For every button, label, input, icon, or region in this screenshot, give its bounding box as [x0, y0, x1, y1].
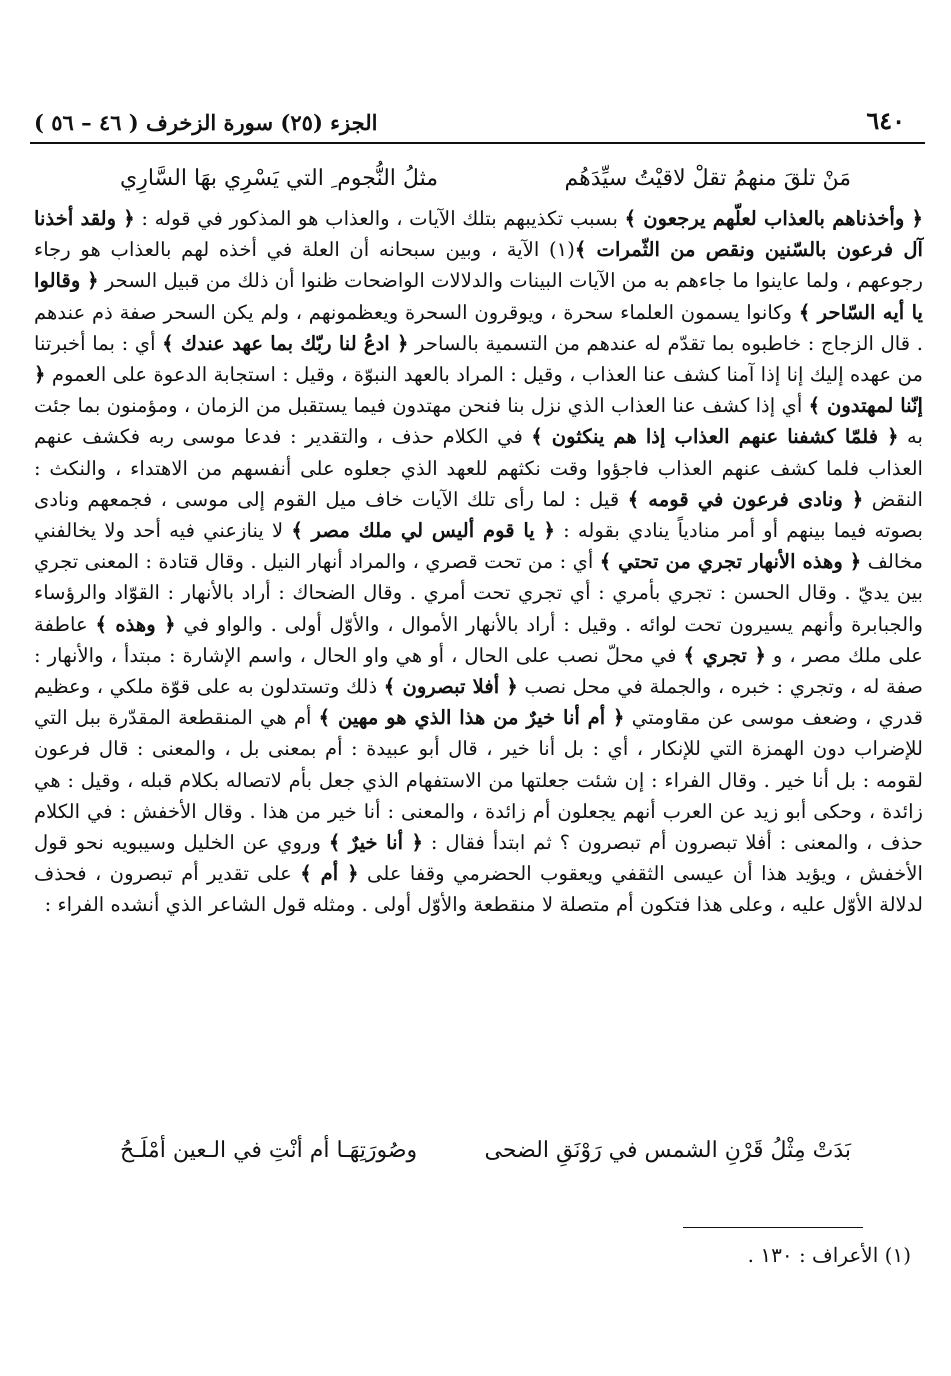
commentary-text: لا ينازعني فيه أحد ولا يخالفني مخالف: [34, 519, 923, 574]
commentary-text: بسبب تكذيبهم بتلك الآيات ، والعذاب هو المذكور في قوله :: [134, 207, 625, 230]
quran-quote: ﴿ أم أنا خيرٌ من هذا الذي هو مهين ﴾: [318, 706, 625, 730]
commentary-text: قيل : لما رأى تلك الآيات خاف ميل القوم إلى موسى ، فجمعهم ونادى بصوته فيما بينهم أو أمر منادياً ينادي بقوله :: [34, 487, 923, 543]
quran-quote: ﴿ وهذه الأنهار تجري من تحتي ﴾: [599, 550, 862, 574]
quran-quote: ﴿ وهذه ﴾: [95, 612, 176, 636]
commentary-text: في الكلام حذف ، والتقدير : فدعا موسى ربه فكشف عنهم العذاب فلما كشف عنهم العذاب فاجؤوا وقت نكثهم للعهد الذي جعلوه على أنفسهم من الاهتداء ، والنكث : النقض: [34, 425, 923, 511]
quran-quote: ﴿ وأخذناهم بالعذاب لعلّهم يرجعون ﴾: [624, 207, 923, 230]
commentary-text: (١) الآية ، وبين سبحانه أن العلة في أخذه لهم بالعذاب هو رجاء رجوعهم ، ولما عاينوا ما جاءهم به من الآيات البينات والدلالات الواضحات ظنوا أن ذلك من قبيل السحر: [34, 238, 923, 293]
quran-quote: ﴿ ادعُ لنا ربّك بما عهد عندك ﴾: [162, 331, 409, 355]
commentary-body: [34, 203, 923, 921]
poetry-verse-bottom: [120, 1134, 851, 1168]
quran-quote: ﴿ وقالوا يا أيه السّاحر ﴾: [34, 269, 923, 324]
running-head: الجزء (٢٥) سورة الزخرف ( ٤٦ – ٥٦ ): [34, 110, 378, 135]
commentary-text: ذلك وتستدلون به على قوّة ملكي ، وعظيم قدري ، وضعف موسى عن مقاومتي: [34, 675, 923, 730]
quran-quote: ﴿ ونادى فرعون في قومه ﴾: [627, 487, 864, 511]
quran-quote: ﴿ أنا خيرٌ ﴾: [328, 831, 424, 855]
page-header: [34, 95, 911, 135]
commentary-text: عاطفة على ملك مصر ، و: [34, 612, 923, 667]
page-number: ٦٤٠: [866, 106, 905, 135]
commentary-text: وكانوا يسمون العلماء سحرة ، ويوقرون السحرة ويعظمونهم ، ولم يكن السحر صفة ذم عندهم . قال الزجاج : خاطبوه بما تقدّم له عندهم من التسمية بالساحر: [34, 300, 923, 355]
quran-quote: ﴿ أم ﴾: [300, 862, 359, 886]
commentary-paragraph: [34, 203, 923, 921]
commentary-text: وروي عن الخليل وسيبويه نحو قول الأخفش ، ويؤيد هذا أن عيسى الثقفي ويعقوب الحضرمي وقفا على: [34, 831, 924, 886]
commentary-text: أي إذا كشف عنا العذاب الذي نزل بنا فنحن مهتدون فيما يستقبل من الزمان ، ومؤمنون بما جئت به: [34, 394, 924, 449]
commentary-text: في محلّ نصب على الحال ، أو هي واو الحال ، واسم الإشارة : مبتدأ ، والأنهار : صفة له ، وتجري : خبره ، والجملة في محل نصب: [34, 643, 924, 699]
verse-hemistich-right: مَنْ تلقَ منهمُ تقلْ لاقيْتُ سيِّدَهُم: [564, 166, 851, 191]
poetry-verse-top: [120, 162, 851, 196]
commentary-text: أم هي المنقطعة المقدّرة ببل التي للإضراب دون الهمزة التي للإنكار ، أي : بل أنا خير ، قال أبو عبيدة : أم بمعنى بل ، والمعنى : قال فرعون لقومه : بل أنا خير . وقال الفراء : إن شئت جعلتها من الاستفهام الذي جعل بأم لاتصاله بكلام قبله ، وقيل : هي زائدة ، وحكى أبو زيد عن العرب أنهم يجعلون أم زائدة ، والمعنى : أنا خير من هذا . وقال الأخفش : في الكلام حذف ، والمعنى : أفلا تبصرون أم تبصرون ؟ ثم ابتدأ فقال :: [34, 706, 924, 855]
commentary-text: أي : من تحت قصري ، والمراد أنهار النيل . وقال قتادة : المعنى تجري بين يديّ . وقال الحسن : تجري بأمري : أي تجري تحت أمري . وقال الضحاك : أراد بالأنهار : القوّاد والرؤساء والجبابرة وأنهم يسيرون تحت لوائه . وقيل : أراد بالأنهار الأموال ، والأوّل أولى . والواو في: [34, 550, 923, 636]
header-rule: [30, 142, 925, 144]
quran-quote: ﴿ ولقد أخذنا آل فرعون بالسّنين ونقص من الثّمرات ﴾: [34, 207, 923, 262]
footnote: (١) الأعراف : ١٣٠ .: [747, 1243, 911, 1267]
verse-hemistich-left: مثلُ النُّجوم ِ التي يَسْرِي بهَا السَّارِي: [120, 166, 438, 191]
commentary-text: أي : بما أخبرتنا من عهده إليك إنا إذا آمنا كشف عنا العذاب ، وقيل : المراد بالعهد النبوّة ، وقيل : استجابة الدعوة على العموم: [34, 331, 923, 387]
verse-hemistich-left: وصُورَتِهَـا أم أنْتِ في الـعين أمْلَـحُ: [120, 1138, 418, 1163]
commentary-text: على تقدير أم تبصرون ، فحذف لدلالة الأوّل عليه ، وعلى هذا فتكون أم متصلة لا منقطعة والأوّل أولى . ومثله قول الشاعر الذي أنشده الفراء :: [34, 862, 923, 917]
quran-quote: ﴿ يا قوم أليس لي ملك مصر ﴾: [291, 519, 555, 543]
quran-quote: ﴿ أفلا تبصرون ﴾: [383, 675, 518, 699]
quran-quote: ﴿ إنّنا لمهتدون ﴾: [34, 363, 923, 418]
footnote-rule: [683, 1227, 863, 1228]
verse-hemistich-right: بَدَتْ مِثْلُ قَرْنِ الشمس في رَوْنَقِ الضحى: [484, 1138, 851, 1163]
quran-quote: ﴿ تجري ﴾: [683, 643, 766, 667]
quran-quote: ﴿ فلمّا كشفنا عنهم العذاب إذا هم ينكثون ﴾: [531, 425, 899, 449]
